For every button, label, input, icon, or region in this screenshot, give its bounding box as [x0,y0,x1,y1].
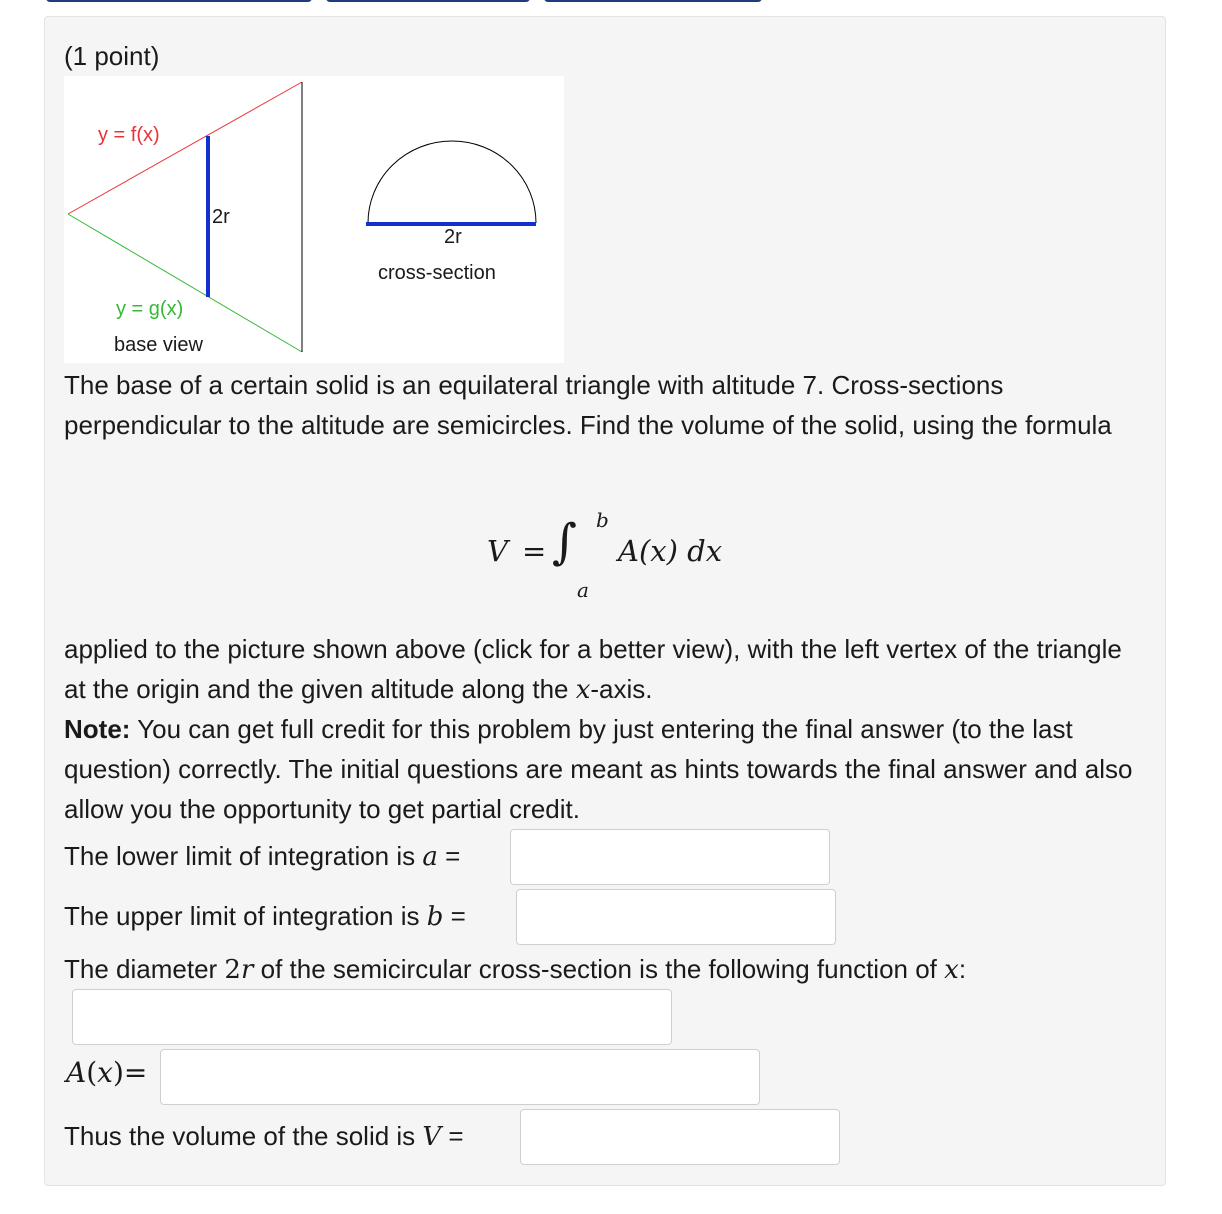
upper-limit-input[interactable] [516,889,836,945]
q1-label: The lower limit of integration is a = [64,841,461,872]
q3-label: The diameter 2r of the semicircular cross-section is the following function of x: [64,954,967,985]
diameter-function-input[interactable] [72,989,672,1045]
label-cross-section: cross-section [378,262,496,284]
lower-limit: a [577,578,589,602]
label-f: y = f(x) [98,124,160,146]
label-g: y = g(x) [116,298,184,320]
area-function-input[interactable] [160,1049,760,1105]
intro-text: The base of a certain solid is an equilateral triangle with altitude 7. Cross-sections perpendicular to the altitude are semicircles. Find the volume of the solid, using the formula [64,370,1112,440]
upper-limit: b [596,508,609,532]
label-2r-base: 2r [212,206,230,228]
f-line [68,82,302,214]
formula-V: V [487,534,508,568]
integral-sign: ∫ [552,514,578,570]
q2-label: The upper limit of integration is b = [64,901,466,932]
formula-equals: = [522,534,547,568]
integrand: A(x) dx [618,534,723,568]
top-tab-2[interactable] [326,0,530,2]
label-base-view: base view [114,334,203,356]
note-text: Note: You can get full credit for this problem by just entering the final answer (to the last question) correctly. The initial questions are meant as hints towards the final answer and also allow you the opportunity to get partial credit. [64,714,1133,824]
points-label: (1 point) [64,41,160,71]
volume-input[interactable] [520,1109,840,1165]
q5-label: Thus the volume of the solid is V = [64,1121,464,1152]
problem-figure[interactable] [64,76,564,363]
top-tab-3[interactable] [544,0,762,2]
semicircle-arc [368,141,536,223]
lower-limit-input[interactable] [510,829,830,885]
g-line [68,214,302,352]
top-tab-1[interactable] [46,0,312,2]
q4-label: A(x)= [66,1056,148,1089]
label-2r-cross: 2r [444,226,462,248]
applied-text: applied to the picture shown above (click for a better view), with the left vertex of the triangle at the origin and the given altitude along the x-axis. [64,634,1122,705]
